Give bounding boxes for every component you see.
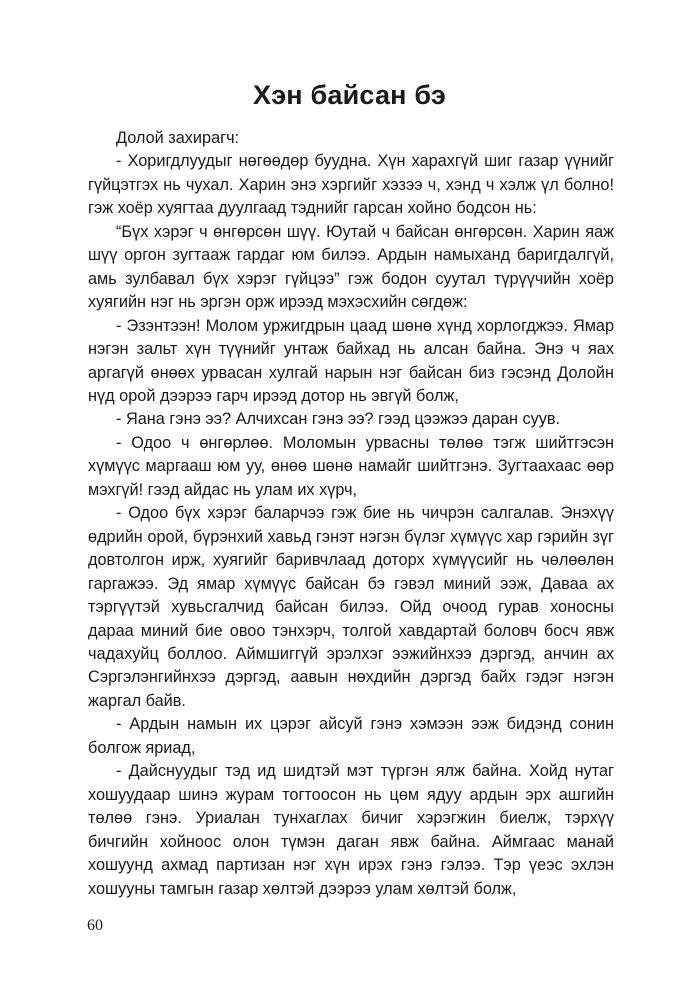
- paragraph: - Ардын намын их цэрэг айсуй гэнэ хэмээн ээж бидэнд сонин болгож яриад,: [88, 715, 614, 757]
- paragraph: - Одоо ч өнгөрлөө. Моломын урвасны төлөө тэгж шийтгэсэн хүмүүс маргааш юм уу, өнөө шөнө намайг шийтгэнэ. Зугтаахаас өөр мэхгүй! гээд айдас нь улам их хүрч,: [88, 433, 614, 499]
- paragraph: - Хоригдлуудыг нөгөөдөр буудна. Хүн харахгүй шиг газар үүнийг гүйцэтгэх нь чухал. Харин энэ хэргийг хэзээ ч, хэнд ч хэлж үл болно! гэж хоёр хуягтаа дуулгаад тэднийг гарсан хойно бодсон нь:: [88, 152, 614, 218]
- paragraph: - Эзэнтээн! Молом уржигдрын цаад шөнө хүнд хорлогджээ. Ямар нэгэн зальт хүн түүнийг унтаж байхад нь алсан байна. Энэ ч яах аргагүй өнөөх урвасан хулгай нарын нэг байсан биз гэсэнд Долойн нүд орой дээрээ гарч ирээд дотор нь эвгүй болж,: [88, 316, 614, 405]
- page-number: 60: [87, 917, 103, 934]
- paragraph: - Одоо бүх хэрэг баларчээ гэж бие нь чичрэн салгалав. Энэхүү өдрийн орой, бүрэнхий хавьд гэнэт нэгэн бүлэг хүмүүс хар гэрийн зүг довтолгон ирж, хуягийг баривчлаад доторх хүмүүсийг нь чөлөөлөн гаргажээ. Эд ямар хүмүүс байсан бэ гэвэл миний ээж, Даваа ах тэргүүтэй хувьсгалчид байсан билээ. Ойд очоод гурав хоносны дараа миний бие овоо тэнхэрч, толгой хавдартай боловч босч явж чадахуйц боллоо. Аймшиггүй эрэлхэг ээжийнхээ дэргэд, анчин ах Сэргэлэнгийнхээ дэргэд, аавын нөхдийн дэргэд байх гэдэг нэгэн жаргал байв.: [88, 504, 614, 710]
- chapter-title: Хэн байсан бэ: [252, 80, 447, 110]
- body-text: [88, 127, 614, 901]
- paragraph: - Яана гэнэ ээ? Алчихсан гэнэ ээ? гээд цээжээ даран суув.: [116, 410, 561, 429]
- paragraph: “Бүх хэрэг ч өнгөрсөн шүү. Юутай ч байсан өнгөрсөн. Харин яаж шүү оргон зугтааж гардаг юм билээ. Ардын намыханд баригдалгүй, амь зулбавал бүх хэрэг гүйцээ” гэж бодон суутал түрүүчийн хоёр хуягийн нэг нь эргэн орж ирээд мэхэсхийн сөгдөж:: [88, 222, 614, 312]
- paragraph: - Дайснуудыг тэд ид шидтэй мэт түргэн ялж байна. Хойд нутаг хошуудаар шинэ журам тогтоосон нь цөм ядуу ардын эрх ашгийн төлөө гэнэ. Уриалан тунхаглах бичиг хэрэгжин биелж, тэрхүү бичгийн хойноос олон түмэн даган явж байна. Аймгаас манай хошуунд ахмад партизан нэг хүн ирэх гэнэ гэлээ. Тэр үеэс эхлэн хошууны тамгын газар хөлтэй дээрээ улам хөлтэй болж,: [88, 762, 614, 898]
- paragraph: Долой захирагч:: [116, 129, 240, 147]
